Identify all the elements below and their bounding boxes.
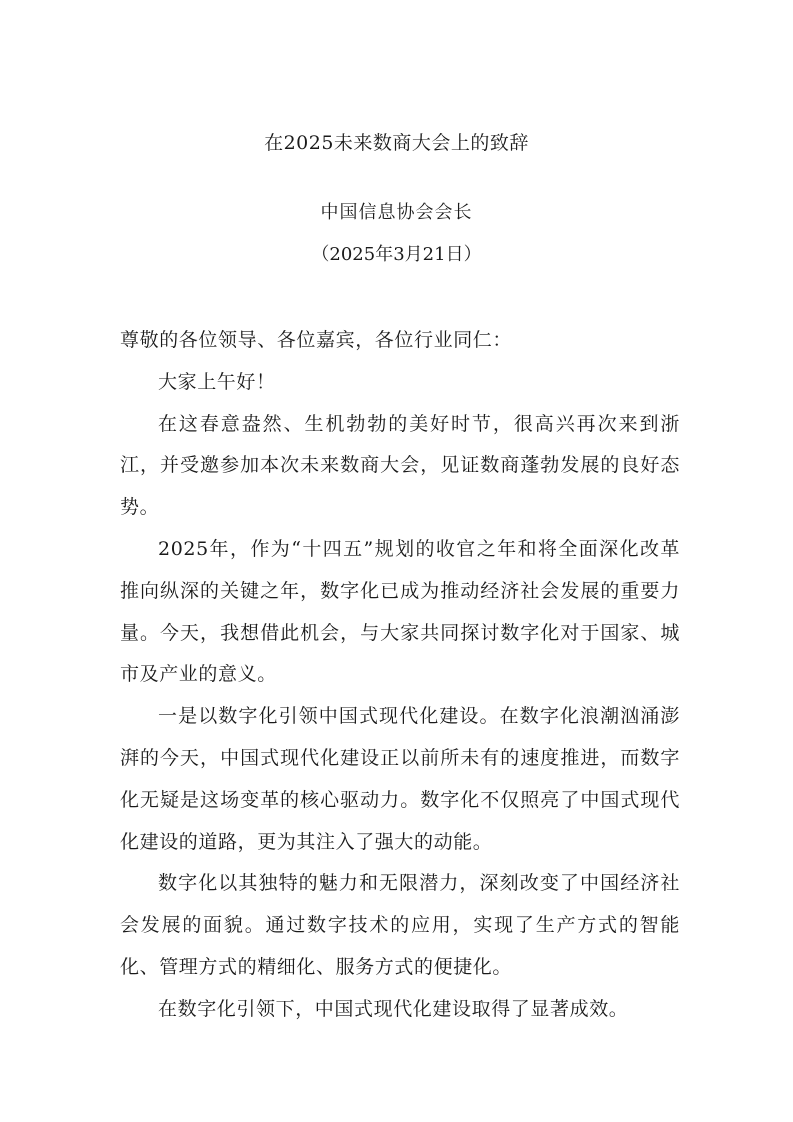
paragraph-achievements: 在数字化引领下，中国式现代化建设取得了显著成效。	[158, 997, 629, 1020]
paragraph-digital-impact: 数字化以其独特的魅力和无限潜力，深刻改变了中国经济社会发展的面貌。通过数字技术的应用，实现了生产方式的智能化、管理方式的精细化、服务方式的便捷化。	[120, 872, 680, 978]
document-date: （2025年3月21日）	[311, 244, 482, 265]
document-author: 中国信息协会会长	[320, 202, 473, 223]
paragraph-point-one: 一是以数字化引领中国式现代化建设。在数字化浪潮汹涌澎湃的今天，中国式现代化建设正以前所未有的速度推进，而数字化无疑是这场变革的核心驱动力。数字化不仅照亮了中国式现代化建设的道路，更为其注入了强大的动能。	[120, 705, 680, 853]
paragraph-greeting: 大家上午好！	[158, 370, 276, 393]
paragraph-opening: 在这春意盎然、生机勃勃的美好时节，很高兴再次来到浙江，并受邀参加本次未来数商大会，见证数商蓬勃发展的良好态势。	[120, 412, 680, 519]
salutation: 尊敬的各位领导、各位嘉宾，各位行业同仁：	[120, 329, 513, 351]
paragraph-context: 2025年，作为“十四五”规划的收官之年和将全面深化改革推向纵深的关键之年，数字化已成为推动经济社会发展的重要力量。今天，我想借此机会，与大家共同探讨数字化对于国家、城市及产业的意义。	[120, 537, 680, 686]
document-title: 在2025未来数商大会上的致辞	[264, 132, 529, 154]
document-body	[120, 320, 680, 1031]
